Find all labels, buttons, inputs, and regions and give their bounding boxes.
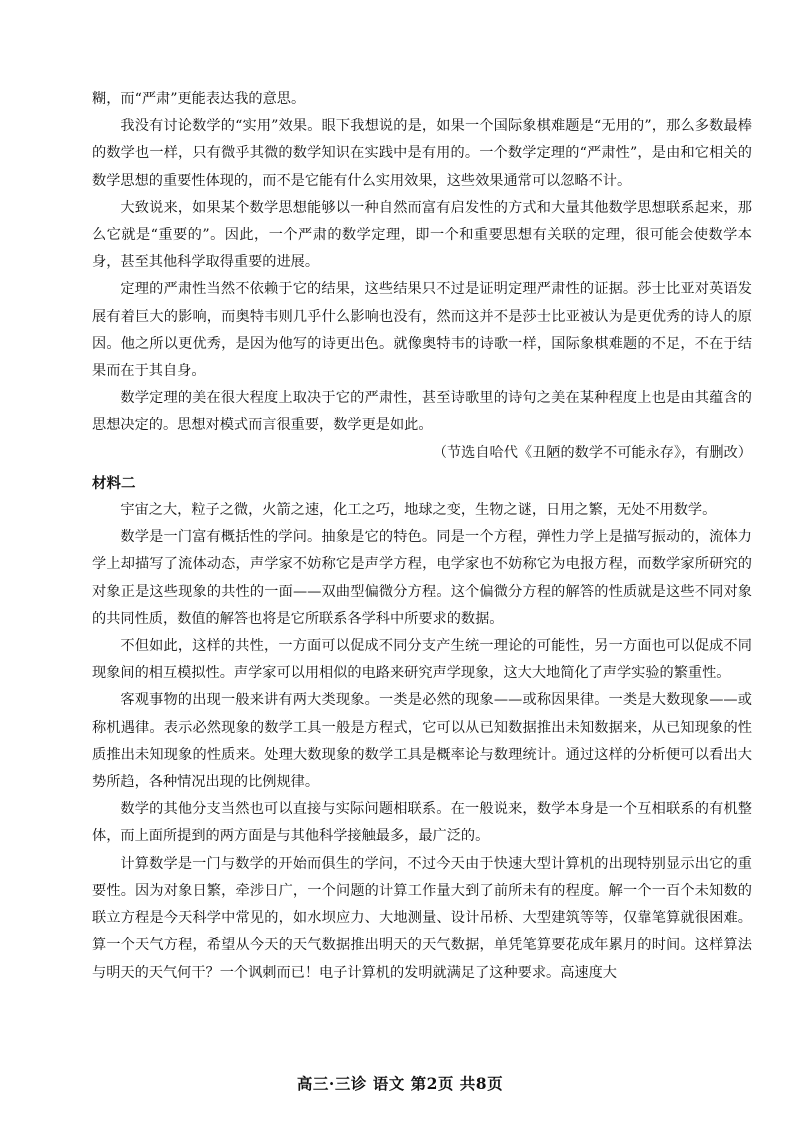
paragraph: 宇宙之大，粒子之微，火箭之速，化工之巧，地球之变，生物之谜，日用之繁，无处不用数学。 (120, 502, 717, 519)
paragraph: 我没有讨论数学的“实用”效果。眼下我想说的是，如果一个国际象棋难题是“无用的”，那么多数最棒的数学也一样，只有微乎其微的数学知识在实践中是有用的。一个数学定理的“严肃性”，是由和它相关的数学思想的重要性体现的，而不是它能有什么实用效果，这些效果通常可以忽略不计。 (92, 118, 752, 189)
paragraph: 定理的严肃性当然不依赖于它的结果，这些结果只不过是证明定理严肃性的证据。莎士比亚对英语发展有着巨大的影响，而奥特韦则几乎什么影响也没有，然而这并不是莎士比亚被认为是更优秀的诗人的原因。他之所以更优秀，是因为他写的诗更出色。就像奥特韦的诗歌一样，国际象棋难题的不足，不在于结果而在于其自身。 (92, 281, 752, 380)
paragraph: 数学是一门富有概括性的学问。抽象是它的特色。同是一个方程，弹性力学上是描写振动的，流体力学上却描写了流体动态，声学家不妨称它是声学方程，电学家也不妨称它为电报方程，而数学家所研究的对象正是这些现象的共性的一面——双曲型偏微分方程。这个偏微分方程的解答的性质就是这些不同对象的共同性质，数值的解答也将是它所联系各学科中所要求的数据。 (92, 529, 752, 627)
document-body (92, 86, 752, 987)
paragraph: 数学定理的美在很大程度上取决于它的严肃性，甚至诗歌里的诗句之美在某种程度上也是由其蕴含的思想决定的。思想对模式而言很重要，数学更是如此。 (92, 390, 752, 434)
paragraph: 不但如此，这样的共性，一方面可以促成不同分支产生统一理论的可能性，另一方面也可以促成不同现象间的相互模拟性。声学家可以用相似的电路来研究声学现象，这大大地简化了声学实验的繁重性。 (92, 638, 752, 682)
section-heading: 材料二 (92, 474, 136, 492)
paragraph: 客观事物的出现一般来讲有两大类现象。一类是必然的现象——或称因果律。一类是大数现象——或称机遇律。表示必然现象的数学工具一般是方程式，它可以从已知数据推出未知数据来，从已知现象的性质推出未知现象的性质来。处理大数现象的数学工具是概率论与数理统计。通过这样的分析便可以看出大势所趋，各种情况出现的比例规律。 (92, 692, 752, 791)
paragraph: 大致说来，如果某个数学思想能够以一种自然而富有启发性的方式和大量其他数学思想联系起来，那么它就是“重要的”。因此，一个严肃的数学定理，即一个和重要思想有关联的定理，很可能会使数学本身，甚至其他科学取得重要的进展。 (92, 199, 752, 271)
paragraph-continued: 糊，而“严肃”更能表达我的意思。 (92, 91, 306, 107)
paragraph: 数学的其他分支当然也可以直接与实际问题相联系。在一般说来，数学本身是一个互相联系的有机整体，而上面所提到的两方面是与其他科学接触最多，最广泛的。 (92, 801, 752, 845)
page-footer: 高三·三诊 语文 第2页 共8页 (296, 1074, 504, 1093)
source-note: （节选自哈代《丑陋的数学不可能永存》，有删改） (432, 444, 752, 461)
paragraph: 计算数学是一门与数学的开始而俱生的学问，不过今天由于快速大型计算机的出现特别显示出它的重要性。因为对象日繁，牵涉日广，一个问题的计算工作量大到了前所未有的程度。解一个一百个未知数的联立方程是今天科学中常见的，如水坝应力、大地测量、设计吊桥、大型建筑等等，仅靠笔算就很困难。算一个天气方程，希望从今天的天气数据推出明天的天气数据，单凭笔算要花成年累月的时间。这样算法与明天的天气何干？一个讽刺而已！电子计算机的发明就满足了这种要求。高速度大 (92, 855, 752, 981)
